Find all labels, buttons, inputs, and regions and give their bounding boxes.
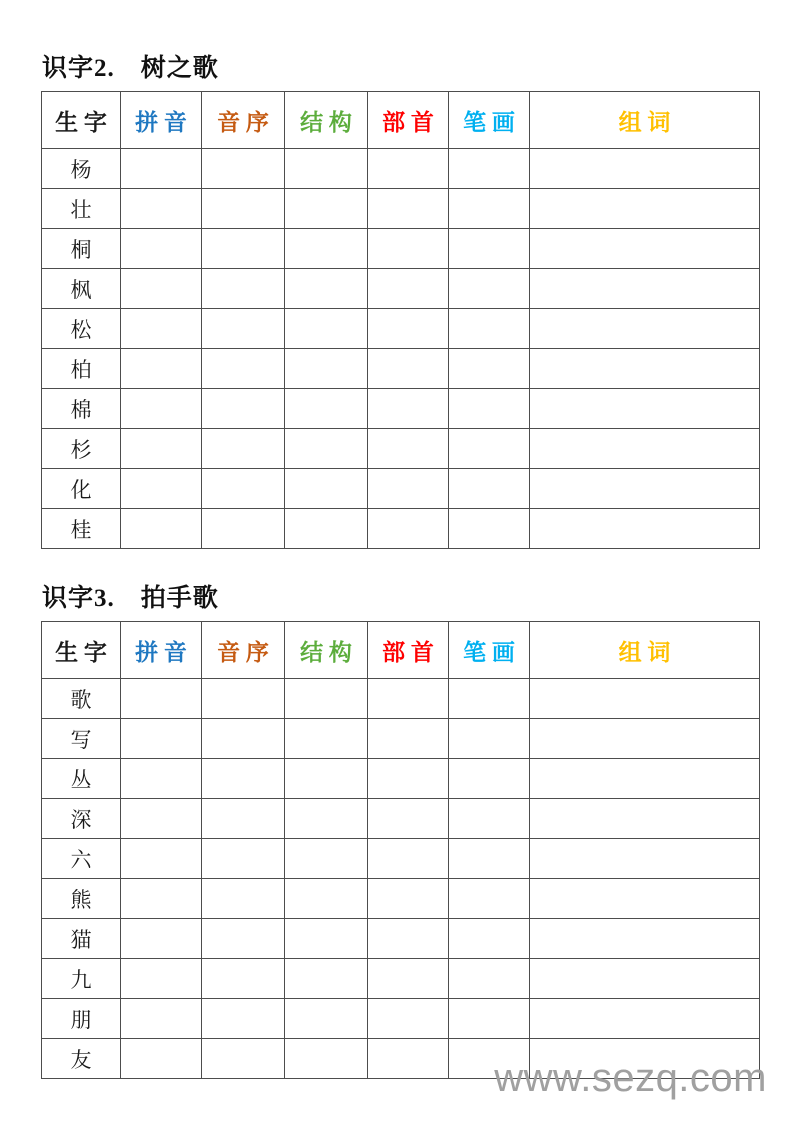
character-cell: 朋 [42, 999, 121, 1039]
table-row [42, 189, 760, 229]
column-header-shengzi: 生 字 [42, 622, 121, 679]
blank-yinxu-cell [202, 719, 285, 759]
blank-pinyin-cell [121, 679, 202, 719]
character-cell: 六 [42, 839, 121, 879]
table-row [42, 429, 760, 469]
blank-zuci-cell [530, 269, 760, 309]
blank-jiegou-cell [285, 839, 368, 879]
column-header-yinxu: 音 序 [202, 92, 285, 149]
blank-pinyin-cell [121, 469, 202, 509]
blank-pinyin-cell [121, 719, 202, 759]
character-cell: 杨 [42, 149, 121, 189]
blank-yinxu-cell [202, 429, 285, 469]
blank-yinxu-cell [202, 189, 285, 229]
table-row [42, 229, 760, 269]
blank-bushou-cell [368, 679, 449, 719]
blank-zuci-cell [530, 389, 760, 429]
character-cell: 写 [42, 719, 121, 759]
blank-yinxu-cell [202, 149, 285, 189]
blank-pinyin-cell [121, 509, 202, 549]
blank-bushou-cell [368, 229, 449, 269]
blank-pinyin-cell [121, 999, 202, 1039]
character-cell: 丛 [42, 759, 121, 799]
blank-jiegou-cell [285, 269, 368, 309]
blank-zuci-cell [530, 189, 760, 229]
blank-jiegou-cell [285, 759, 368, 799]
table-row [42, 719, 760, 759]
column-header-bushou: 部 首 [368, 92, 449, 149]
column-header-zuci: 组 词 [530, 92, 760, 149]
table-row [42, 839, 760, 879]
blank-bihua-cell [449, 469, 530, 509]
section-title-paishouge: 识字3. 拍手歌 [42, 585, 219, 612]
blank-jiegou-cell [285, 719, 368, 759]
character-cell: 猫 [42, 919, 121, 959]
blank-jiegou-cell [285, 919, 368, 959]
blank-pinyin-cell [121, 959, 202, 999]
blank-zuci-cell [530, 679, 760, 719]
blank-zuci-cell [530, 919, 760, 959]
blank-bushou-cell [368, 389, 449, 429]
table-row [42, 999, 760, 1039]
character-cell: 化 [42, 469, 121, 509]
blank-jiegou-cell [285, 959, 368, 999]
character-cell: 桐 [42, 229, 121, 269]
blank-bushou-cell [368, 959, 449, 999]
blank-zuci-cell [530, 799, 760, 839]
blank-bihua-cell [449, 719, 530, 759]
vocab-table-paishouge [41, 621, 760, 1079]
blank-jiegou-cell [285, 149, 368, 189]
character-cell: 歌 [42, 679, 121, 719]
table-row [42, 349, 760, 389]
blank-bihua-cell [449, 879, 530, 919]
column-header-pinyin: 拼 音 [121, 92, 202, 149]
blank-zuci-cell [530, 469, 760, 509]
blank-bihua-cell [449, 389, 530, 429]
blank-yinxu-cell [202, 509, 285, 549]
column-header-zuci: 组 词 [530, 622, 760, 679]
blank-bushou-cell [368, 879, 449, 919]
blank-jiegou-cell [285, 389, 368, 429]
blank-pinyin-cell [121, 759, 202, 799]
blank-pinyin-cell [121, 919, 202, 959]
blank-bushou-cell [368, 509, 449, 549]
blank-bushou-cell [368, 429, 449, 469]
blank-bushou-cell [368, 149, 449, 189]
character-cell: 熊 [42, 879, 121, 919]
blank-yinxu-cell [202, 1039, 285, 1079]
blank-bihua-cell [449, 189, 530, 229]
blank-pinyin-cell [121, 389, 202, 429]
table-row [42, 149, 760, 189]
table-row [42, 759, 760, 799]
blank-jiegou-cell [285, 429, 368, 469]
blank-bushou-cell [368, 189, 449, 229]
blank-yinxu-cell [202, 309, 285, 349]
blank-bushou-cell [368, 349, 449, 389]
blank-bihua-cell [449, 919, 530, 959]
blank-zuci-cell [530, 839, 760, 879]
blank-bushou-cell [368, 719, 449, 759]
blank-bushou-cell [368, 469, 449, 509]
blank-zuci-cell [530, 149, 760, 189]
blank-zuci-cell [530, 999, 760, 1039]
blank-jiegou-cell [285, 349, 368, 389]
blank-yinxu-cell [202, 679, 285, 719]
column-header-yinxu: 音 序 [202, 622, 285, 679]
blank-pinyin-cell [121, 799, 202, 839]
blank-jiegou-cell [285, 879, 368, 919]
blank-yinxu-cell [202, 879, 285, 919]
blank-pinyin-cell [121, 229, 202, 269]
blank-jiegou-cell [285, 999, 368, 1039]
blank-pinyin-cell [121, 839, 202, 879]
table-row [42, 799, 760, 839]
blank-bihua-cell [449, 429, 530, 469]
table-row [42, 919, 760, 959]
blank-zuci-cell [530, 879, 760, 919]
blank-pinyin-cell [121, 149, 202, 189]
blank-zuci-cell [530, 429, 760, 469]
character-cell: 深 [42, 799, 121, 839]
blank-bihua-cell [449, 229, 530, 269]
table-row [42, 959, 760, 999]
blank-yinxu-cell [202, 759, 285, 799]
header-row [42, 622, 760, 679]
blank-jiegou-cell [285, 189, 368, 229]
blank-bihua-cell [449, 509, 530, 549]
blank-jiegou-cell [285, 229, 368, 269]
table-row [42, 309, 760, 349]
table-row [42, 269, 760, 309]
blank-pinyin-cell [121, 309, 202, 349]
blank-yinxu-cell [202, 999, 285, 1039]
blank-jiegou-cell [285, 799, 368, 839]
blank-yinxu-cell [202, 469, 285, 509]
blank-pinyin-cell [121, 1039, 202, 1079]
table-row [42, 679, 760, 719]
blank-yinxu-cell [202, 959, 285, 999]
blank-bihua-cell [449, 149, 530, 189]
character-cell: 壮 [42, 189, 121, 229]
table-row [42, 469, 760, 509]
blank-zuci-cell [530, 349, 760, 389]
blank-pinyin-cell [121, 429, 202, 469]
blank-bihua-cell [449, 759, 530, 799]
section-title-shuzhige: 识字2. 树之歌 [42, 55, 219, 82]
blank-bushou-cell [368, 309, 449, 349]
blank-jiegou-cell [285, 679, 368, 719]
blank-bushou-cell [368, 269, 449, 309]
blank-bihua-cell [449, 349, 530, 389]
blank-yinxu-cell [202, 269, 285, 309]
blank-zuci-cell [530, 719, 760, 759]
column-header-bihua: 笔 画 [449, 622, 530, 679]
blank-jiegou-cell [285, 509, 368, 549]
blank-pinyin-cell [121, 349, 202, 389]
blank-bihua-cell [449, 839, 530, 879]
blank-bushou-cell [368, 839, 449, 879]
character-cell: 枫 [42, 269, 121, 309]
table-row [42, 389, 760, 429]
character-cell: 桂 [42, 509, 121, 549]
column-header-pinyin: 拼 音 [121, 622, 202, 679]
table-row [42, 879, 760, 919]
blank-jiegou-cell [285, 469, 368, 509]
blank-zuci-cell [530, 759, 760, 799]
blank-yinxu-cell [202, 349, 285, 389]
character-cell: 柏 [42, 349, 121, 389]
blank-zuci-cell [530, 309, 760, 349]
blank-bushou-cell [368, 919, 449, 959]
blank-zuci-cell [530, 509, 760, 549]
watermark: www.sezq.com [494, 1056, 767, 1100]
blank-yinxu-cell [202, 839, 285, 879]
column-header-bihua: 笔 画 [449, 92, 530, 149]
blank-pinyin-cell [121, 189, 202, 229]
blank-bushou-cell [368, 1039, 449, 1079]
blank-bihua-cell [449, 799, 530, 839]
vocab-table-shuzhige [41, 91, 760, 549]
blank-bihua-cell [449, 999, 530, 1039]
table-row [42, 509, 760, 549]
blank-jiegou-cell [285, 309, 368, 349]
character-cell: 九 [42, 959, 121, 999]
character-cell: 杉 [42, 429, 121, 469]
header-row [42, 92, 760, 149]
blank-yinxu-cell [202, 799, 285, 839]
blank-bihua-cell [449, 679, 530, 719]
blank-bushou-cell [368, 759, 449, 799]
blank-zuci-cell [530, 229, 760, 269]
column-header-shengzi: 生 字 [42, 92, 121, 149]
blank-bihua-cell [449, 269, 530, 309]
blank-yinxu-cell [202, 919, 285, 959]
column-header-bushou: 部 首 [368, 622, 449, 679]
blank-bushou-cell [368, 999, 449, 1039]
blank-bihua-cell [449, 959, 530, 999]
column-header-jiegou: 结 构 [285, 622, 368, 679]
blank-yinxu-cell [202, 229, 285, 269]
character-cell: 松 [42, 309, 121, 349]
blank-yinxu-cell [202, 389, 285, 429]
blank-pinyin-cell [121, 879, 202, 919]
column-header-jiegou: 结 构 [285, 92, 368, 149]
blank-bushou-cell [368, 799, 449, 839]
character-cell: 棉 [42, 389, 121, 429]
blank-jiegou-cell [285, 1039, 368, 1079]
blank-bihua-cell [449, 309, 530, 349]
blank-pinyin-cell [121, 269, 202, 309]
blank-zuci-cell [530, 959, 760, 999]
character-cell: 友 [42, 1039, 121, 1079]
